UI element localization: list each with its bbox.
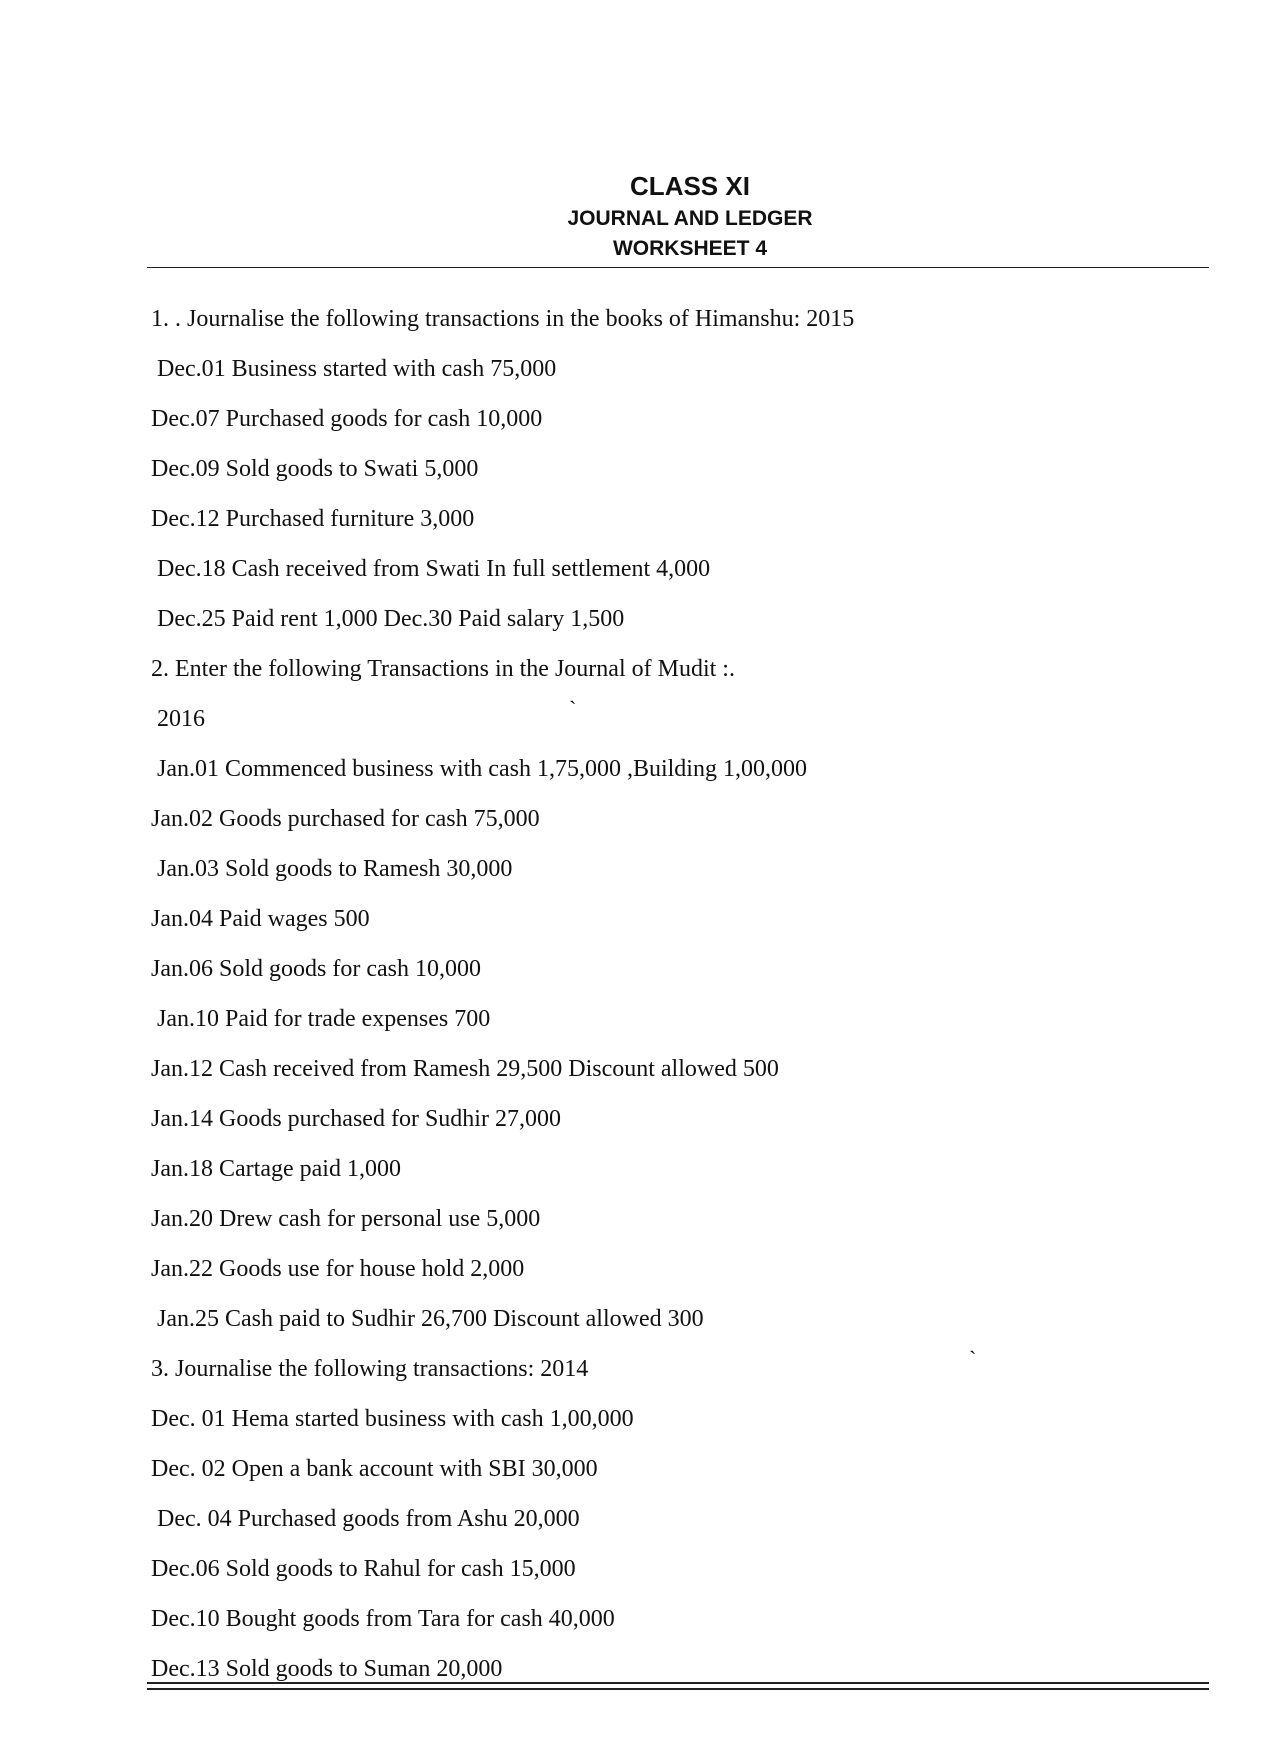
transaction-line [151,344,1211,394]
line-text: Dec.10 Bought goods from Tara for cash 40,000 [151,1606,615,1632]
transaction-line [151,544,1211,594]
line-text: Jan.14 Goods purchased for Sudhir 27,000 [151,1106,561,1132]
line-text: Jan.20 Drew cash for personal use 5,000 [151,1206,541,1232]
transaction-line [151,1494,1211,1544]
line-text: 2016 [157,706,205,732]
line-text: Dec.07 Purchased goods for cash 10,000 [151,406,543,432]
line-text: Jan.22 Goods use for house hold 2,000 [151,1256,525,1282]
transaction-line [151,1244,1211,1294]
transaction-line [151,1094,1211,1144]
line-text: Dec.09 Sold goods to Swati 5,000 [151,456,479,482]
transaction-line [151,1594,1211,1644]
transaction-line [151,1294,1211,1344]
line-text: 3. Journalise the following transactions: 2014 [151,1356,589,1382]
transaction-line [151,444,1211,494]
stray-backtick-mark: ` [969,1346,977,1371]
transaction-line [151,794,1211,844]
line-text: Dec.12 Purchased furniture 3,000 [151,506,475,532]
transaction-line [151,944,1211,994]
line-text: Jan.04 Paid wages 500 [151,906,370,932]
transaction-line [151,894,1211,944]
line-text: Dec. 04 Purchased goods from Ashu 20,000 [157,1506,580,1532]
transaction-line [151,1394,1211,1444]
question-list [151,294,1211,1694]
page-subtitle-worksheet: WORKSHEET 4 [612,237,767,260]
question-2-heading [151,644,1211,694]
transaction-line [151,394,1211,444]
question-1-heading [151,294,1211,344]
header-divider [147,267,1209,268]
line-text: Dec. 02 Open a bank account with SBI 30,000 [151,1456,598,1482]
line-text: Dec.25 Paid rent 1,000 Dec.30 Paid salary 1,500 [157,606,625,632]
transaction-line [151,494,1211,544]
line-text: Dec.06 Sold goods to Rahul for cash 15,000 [151,1556,576,1582]
line-text: Jan.02 Goods purchased for cash 75,000 [151,806,540,832]
transaction-line [151,994,1211,1044]
page-title: CLASS XI [630,171,750,201]
line-text: Jan.12 Cash received from Ramesh 29,500 Discount allowed 500 [151,1056,779,1082]
transaction-line [151,1044,1211,1094]
line-text: Dec.18 Cash received from Swati In full settlement 4,000 [157,556,711,582]
stray-backtick-mark: ` [569,696,577,721]
line-text: Jan.18 Cartage paid 1,000 [151,1156,401,1182]
worksheet-header [0,168,1275,264]
transaction-line [151,1544,1211,1594]
line-text: Dec.13 Sold goods to Suman 20,000 [151,1656,503,1682]
line-text: Jan.01 Commenced business with cash 1,75,000 ,Building 1,00,000 [157,756,807,782]
question-3-heading [151,1344,1211,1394]
line-text: Jan.25 Cash paid to Sudhir 26,700 Discount allowed 300 [157,1306,704,1332]
transaction-line [151,844,1211,894]
line-text: Dec. 01 Hema started business with cash 1,00,000 [151,1406,634,1432]
line-text: Jan.03 Sold goods to Ramesh 30,000 [157,856,513,882]
page-subtitle-topic: JOURNAL AND LEDGER [567,207,813,230]
line-text: Dec.01 Business started with cash 75,000 [157,356,557,382]
transaction-line [151,1144,1211,1194]
year-line [151,694,1211,744]
transaction-line [151,594,1211,644]
line-text: Jan.10 Paid for trade expenses 700 [157,1006,491,1032]
transaction-line [151,744,1211,794]
line-text: 2. Enter the following Transactions in the Journal of Mudit :. [151,656,735,682]
transaction-line [151,1444,1211,1494]
footer-double-rule [147,1682,1209,1690]
line-text: 1. . Journalise the following transactions in the books of Himanshu: 2015 [151,306,855,332]
transaction-line [151,1194,1211,1244]
line-text: Jan.06 Sold goods for cash 10,000 [151,956,481,982]
